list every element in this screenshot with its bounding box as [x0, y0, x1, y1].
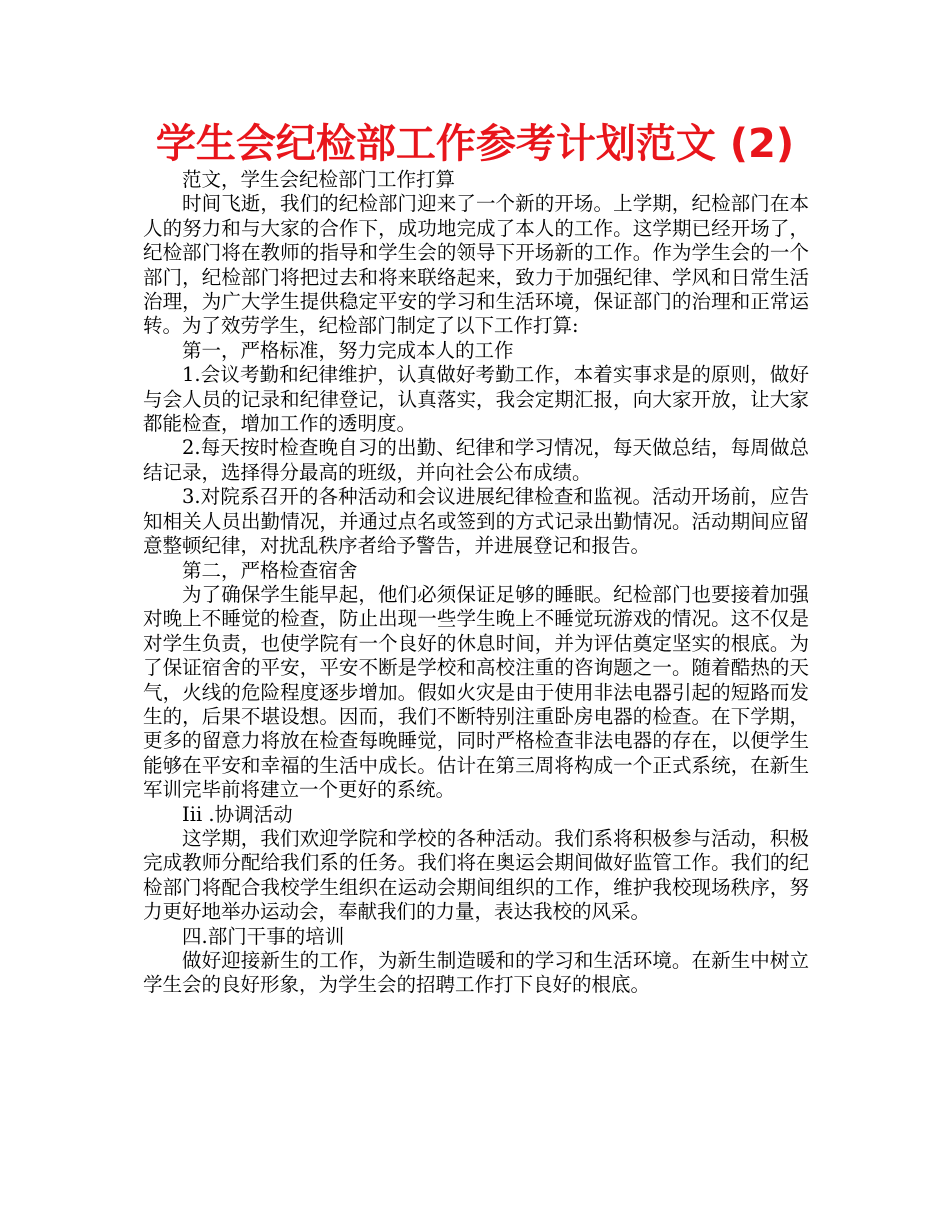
paragraph-overview: 时间飞逝，我们的纪检部门迎来了一个新的开场。上学期，纪检部门在本人的努力和与大家的合作下，成功地完成了本人的工作。这学期已经开场了，纪检部门将在教师的指导和学生会的领导下开场新的工作。作为学生会的一个部门，纪检部门将把过去和将来联络起来，致力于加强纪律、学风和日常生活治理，为广大学生提供稳定平安的学习和生活环境，保证部门的治理和正常运转。为了效劳学生，纪检部门制定了以下工作打算:: [143, 192, 809, 338]
document-body: [143, 168, 809, 998]
document-title: 学生会纪检部工作参考计划范文 (2): [155, 121, 795, 167]
paragraph-item-1: 1.会议考勤和纪律维护，认真做好考勤工作，本着实事求是的原则，做好与会人员的记录和纪律登记，认真落实，我会定期汇报，向大家开放，让大家都能检查，增加工作的透明度。: [143, 363, 809, 436]
paragraph-dormitory: 为了确保学生能早起，他们必须保证足够的睡眠。纪检部门也要接着加强对晚上不睡觉的检查，防止出现一些学生晚上不睡觉玩游戏的情况。这不仅是对学生负责，也使学院有一个良好的休息时间，并为评估奠定坚实的根底。为了保证宿舍的平安，平安不断是学校和高校注重的咨询题之一。随着酷热的天气，火线的危险程度逐步增加。假如火灾是由于使用非法电器引起的短路而发生的，后果不堪设想。因而，我们不断特别注重卧房电器的检查。在下学期，更多的留意力将放在检查每晚睡觉，同时严格检查非法电器的存在，以便学生能够在平安和幸福的生活中成长。估计在第三周将构成一个正式系统，在新生军训完毕前将建立一个更好的系统。: [143, 582, 809, 802]
paragraph-item-2: 2.每天按时检查晚自习的出勤、纪律和学习情况，每天做总结，每周做总结记录，选择得分最高的班级，并向社会公布成绩。: [143, 436, 809, 484]
paragraph-item-3: 3.对院系召开的各种活动和会议进展纪律检查和监视。活动开场前，应告知相关人员出勤情况，并通过点名或签到的方式记录出勤情况。活动期间应留意整顿纪律，对扰乱秩序者给予警告，并进展登记和报告。: [143, 485, 809, 558]
section-heading-4: 四.部门干事的培训: [182, 924, 345, 948]
section-heading-1: 第一，严格标准，努力完成本人的工作: [182, 338, 514, 362]
paragraph-training: 做好迎接新生的工作，为新生制造暖和的学习和生活环境。在新生中树立学生会的良好形象，为学生会的招聘工作打下良好的根底。: [143, 949, 809, 997]
section-heading-2: 第二，严格检查宿舍: [182, 558, 358, 582]
section-heading-3: Iii .协调活动: [182, 802, 293, 826]
paragraph-activities: 这学期，我们欢迎学院和学校的各种活动。我们系将积极参与活动，积极完成教师分配给我们系的任务。我们将在奥运会期间做好监管工作。我们的纪检部门将配合我校学生组织在运动会期间组织的工作，维护我校现场秩序，努力更好地举办运动会，奉献我们的力量，表达我校的风采。: [143, 826, 809, 924]
paragraph-intro: 范文，学生会纪检部门工作打算: [182, 168, 456, 191]
